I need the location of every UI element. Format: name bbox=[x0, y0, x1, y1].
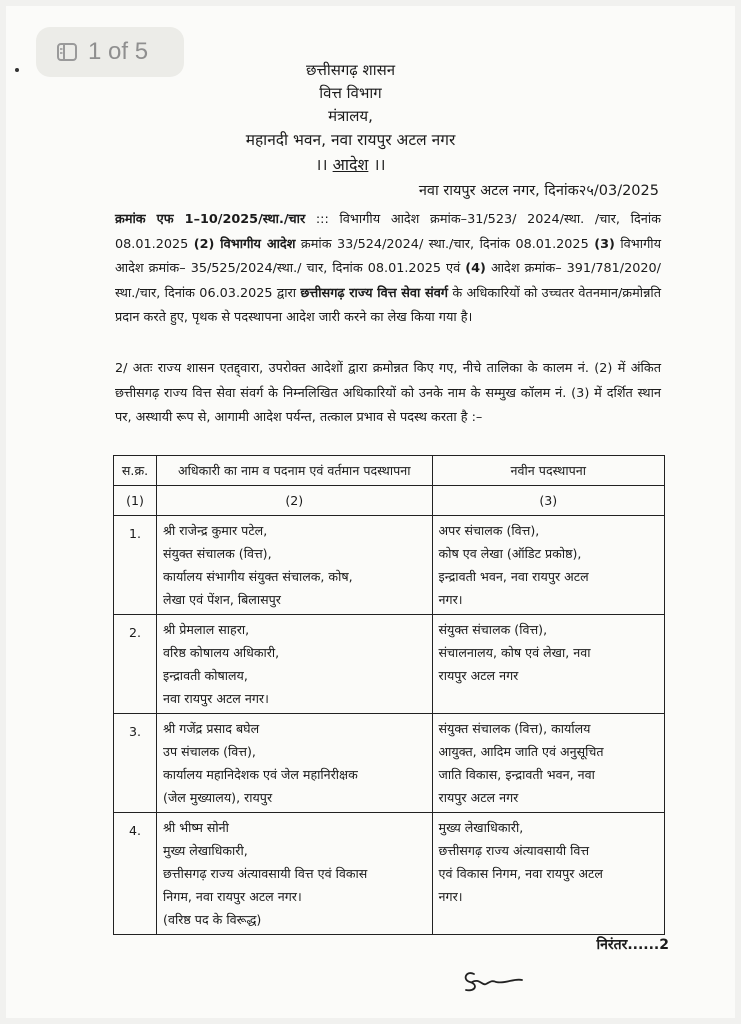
header-officer: अधिकारी का नाम व पदनाम एवं वर्तमान पदस्थापना bbox=[157, 456, 433, 486]
place-date: नवा रायपुर अटल नगर, दिनांक२५/03/2025 bbox=[418, 183, 659, 199]
serial-cell: 1. bbox=[114, 516, 157, 615]
posting-line: आयुक्त, आदिम जाति एवं अनुसूचित bbox=[438, 744, 604, 759]
officer-line: लेखा एवं पेंशन, बिलासपुर bbox=[163, 592, 281, 607]
posting-line: संयुक्त संचालक (वित्त), bbox=[438, 622, 548, 637]
serial-cell: 3. bbox=[114, 714, 157, 813]
office-address: महानदी भवन, नवा रायपुर अटल नगर bbox=[245, 131, 456, 149]
officer-line: (वरिष्ठ पद के विरूद्ध) bbox=[163, 912, 262, 927]
officer-line: निगम, नवा रायपुर अटल नगर। bbox=[163, 889, 302, 904]
posting-line: एवं विकास निगम, नवा रायपुर अटल bbox=[438, 866, 603, 881]
officer-line: (जेल मुख्यालय), रायपुर bbox=[163, 790, 273, 805]
posting-line: नगर। bbox=[438, 592, 463, 607]
officer-cell bbox=[157, 714, 433, 813]
posting-line: जाति विकास, इन्द्रावती भवन, नवा bbox=[438, 767, 595, 782]
table-row bbox=[114, 615, 665, 714]
posting-line: नगर। bbox=[438, 889, 463, 904]
officer-line: इन्द्रावती कोषालय, bbox=[163, 668, 248, 683]
table-row bbox=[114, 813, 665, 935]
officer-line: नवा रायपुर अटल नगर। bbox=[163, 691, 269, 706]
posting-line: अपर संचालक (वित्त), bbox=[438, 523, 540, 538]
officer-line: वरिष्ठ कोषालय अधिकारी, bbox=[163, 645, 280, 660]
officer-line: छत्तीसगढ़ राज्य अंत्यावसायी वित्त एवं विकास bbox=[163, 866, 368, 881]
table-row bbox=[114, 714, 665, 813]
officer-cell bbox=[157, 813, 433, 935]
posting-cell bbox=[432, 516, 664, 615]
order-paragraph: 2/ अतः राज्य शासन एतद्द्वारा, उपरोक्त आदेशों द्वारा क्रमोन्नत किए गए, नीचे तालिका के कालम नं. (2) में अंकित छत्तीसगढ़ राज्य वित्त सेवा संवर्ग के निम्नलिखित अधिकारियों को उनके नाम के सम्मुख कॉलम नं. (3) में दर्शित स्थान पर, अस्थायी रूप से, आगामी आदेश पर्यन्त, तत्काल प्रभाव से पदस्थ करता है :– bbox=[115, 361, 661, 425]
order-heading: ।। आदेश ।। bbox=[315, 155, 386, 174]
signature-mark bbox=[456, 960, 526, 1000]
officer-line: मुख्य लेखाधिकारी, bbox=[163, 843, 248, 858]
posting-line: इन्द्रावती भवन, नवा रायपुर अटल bbox=[438, 569, 589, 584]
officer-line: उप संचालक (वित्त), bbox=[163, 744, 256, 759]
table-row bbox=[114, 516, 665, 615]
officer-line: श्री प्रेमलाल साहरा, bbox=[163, 622, 250, 637]
posting-cell bbox=[432, 615, 664, 714]
department-name: वित्त विभाग bbox=[319, 84, 382, 102]
continuation-note: निरंतर......2 bbox=[596, 937, 669, 953]
posting-line: छत्तीसगढ़ राज्य अंत्यावसायी वित्त bbox=[438, 843, 590, 858]
posting-line: मुख्य लेखाधिकारी, bbox=[438, 820, 524, 835]
govt-name: छत्तीसगढ़ शासन bbox=[305, 61, 396, 79]
officer-cell bbox=[157, 516, 433, 615]
officer-line: श्री राजेन्द्र कुमार पटेल, bbox=[163, 523, 268, 538]
serial-cell: 4. bbox=[114, 813, 157, 935]
posting-line: संचालनालय, कोष एवं लेखा, नवा bbox=[438, 645, 591, 660]
posting-line: संयुक्त संचालक (वित्त), कार्यालय bbox=[438, 721, 591, 736]
posting-table bbox=[113, 455, 665, 935]
header-serial: स.क्र. bbox=[114, 456, 157, 486]
posting-line: कोष एव लेखा (ऑडिट प्रकोष्ठ), bbox=[438, 546, 582, 561]
header-new-posting: नवीन पदस्थापना bbox=[432, 456, 664, 486]
posting-line: रायपुर अटल नगर bbox=[438, 790, 519, 805]
officer-line: संयुक्त संचालक (वित्त), bbox=[163, 546, 272, 561]
office-name: मंत्रालय, bbox=[328, 107, 373, 125]
table-index-row: (1) (2) (3) bbox=[114, 486, 665, 516]
officer-line: कार्यालय महानिदेशक एवं जेल महानिरीक्षक bbox=[163, 767, 358, 782]
officer-line: श्री भीष्म सोनी bbox=[163, 820, 229, 835]
officer-cell bbox=[157, 615, 433, 714]
posting-cell bbox=[432, 714, 664, 813]
order-title: आदेश bbox=[332, 155, 369, 174]
posting-line: रायपुर अटल नगर bbox=[438, 668, 519, 683]
officer-line: कार्यालय संभागीय संयुक्त संचालक, कोष, bbox=[163, 569, 353, 584]
reference-paragraph: क्रमांक एफ 1–10/2025/स्था./चार ::: विभागीय आदेश क्रमांक–31/523/ 2024/स्था. /चार, दिनांक 08.01.2025 (2) विभागीय आदेश क्रमांक 33/524/2024/ स्था./चार, दिनांक 08.01.2025 (3) विभागीय आदेश क्रमांक– 35/525/2024/स्था./ चार, दिनांक 08.01.2025 एवं (4) आदेश क्रमांक– 391/781/2020/स्था./चार, दिनांक 06.03.2025 द्वारा छत्तीसगढ़ राज्य वित्त सेवा संवर्ग के अधिकारियों को उच्चतर वेतनमान/क्रमोन्नति प्रदान करते हुए, पृथक से पदस्थापना आदेश जारी करने का लेख किया गया है। bbox=[115, 212, 662, 325]
page-indicator-text: 1 of 5 bbox=[88, 38, 149, 65]
posting-cell bbox=[432, 813, 664, 935]
officer-line: श्री गजेंद्र प्रसाद बघेल bbox=[163, 721, 260, 736]
serial-cell: 2. bbox=[114, 615, 157, 714]
table-header-row bbox=[114, 456, 665, 486]
table-body bbox=[114, 516, 665, 935]
